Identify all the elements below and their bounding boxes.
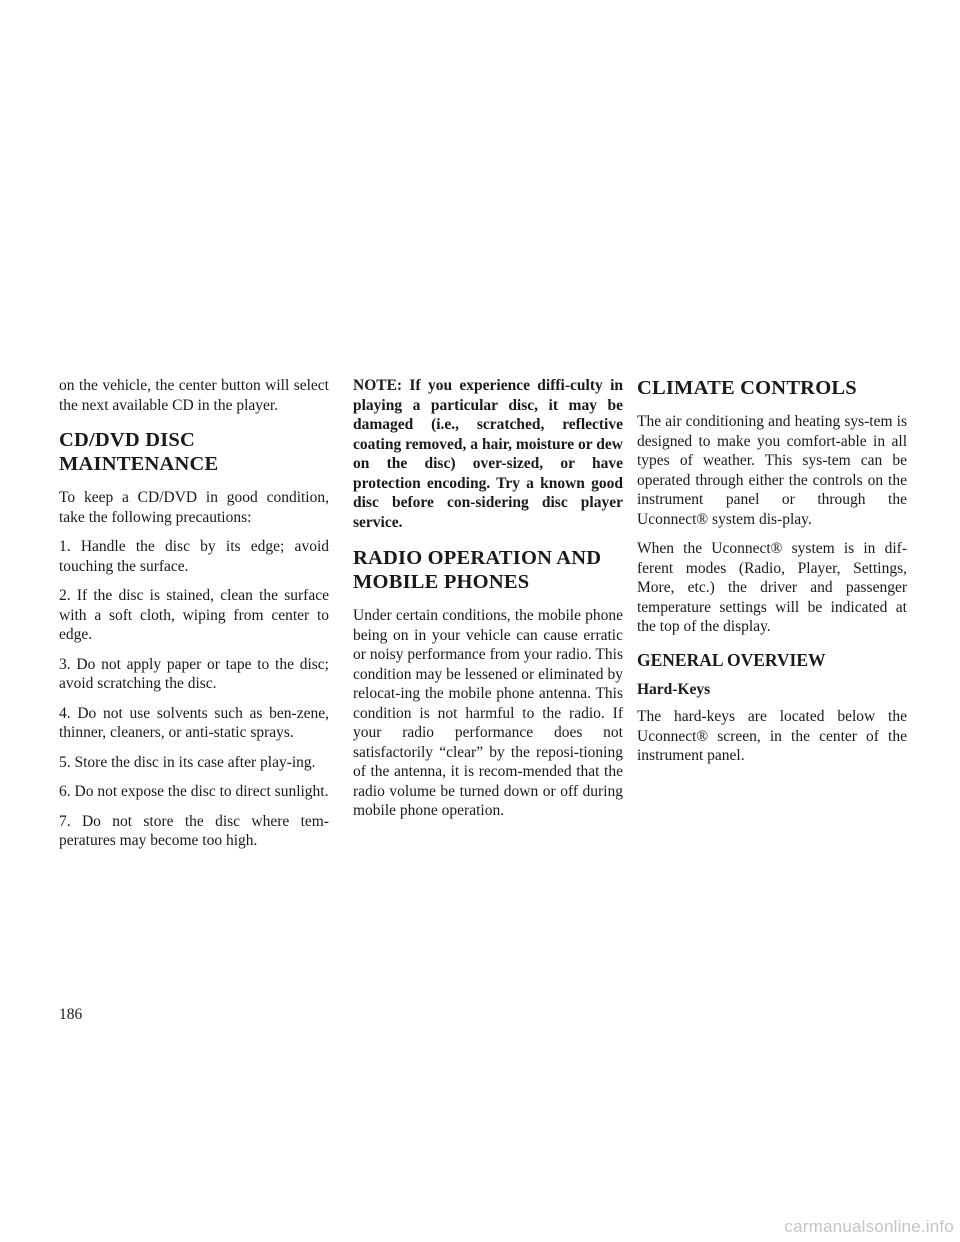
climate-controls-heading: CLIMATE CONTROLS — [637, 377, 857, 399]
radio-mobile-heading: RADIO OPERATION AND MOBILE PHONES — [353, 547, 602, 593]
precaution-item-7: 7. Do not store the disc where tem-peratures may become too high. — [59, 812, 329, 849]
precaution-item-6: 6. Do not expose the disc to direct sunlight. — [59, 783, 329, 800]
hard-keys-heading: Hard-Keys — [637, 680, 711, 698]
page-number: 186 — [59, 1006, 83, 1023]
precaution-item-5: 5. Store the disc in its case after play-ing. — [59, 753, 316, 771]
disc-note: NOTE: If you experience diffi-culty in playing a particular disc, it may be damaged (i.e., scratched, reflective coating removed, a hair, moisture or dew on the disc) over-sized, or have protection encoding. Try a known good disc before con-sidering disc player service. — [353, 377, 623, 531]
precaution-item-2: 2. If the disc is stained, clean the surface with a soft cloth, wiping from center to edge. — [59, 587, 329, 643]
column-middle — [353, 376, 623, 831]
column-right — [637, 376, 907, 776]
maintenance-lead: To keep a CD/DVD in good condition, take the following precautions: — [59, 489, 329, 526]
precaution-item-1: 1. Handle the disc by its edge; avoid touching the surface. — [59, 538, 329, 575]
climate-paragraph-1: The air conditioning and heating sys-tem is designed to make you comfort-able in all types of weather. This sys-tem can be operated through either the controls on the instrument panel or through the Uconnect® system dis-play. — [637, 413, 907, 528]
watermark: carmanualsonline.info — [784, 1217, 954, 1236]
precaution-item-3: 3. Do not apply paper or tape to the disc; avoid scratching the disc. — [59, 655, 329, 692]
precaution-item-4: 4. Do not use solvents such as ben-zene, thinner, cleaners, or anti-static sprays. — [59, 704, 329, 741]
cd-dvd-maintenance-heading: CD/DVD DISC MAINTENANCE — [59, 429, 219, 475]
general-overview-heading: GENERAL OVERVIEW — [637, 649, 826, 670]
column-left — [59, 376, 329, 861]
climate-paragraph-2: When the Uconnect® system is in dif-ferent modes (Radio, Player, Settings, More, etc.) the driver and passenger temperature settings will be indicated at the top of the display. — [637, 540, 907, 635]
intro-paragraph: on the vehicle, the center button will select the next available CD in the player. — [59, 377, 329, 414]
radio-mobile-body: Under certain conditions, the mobile phone being on in your vehicle can cause erratic or noisy performance from your radio. This condition may be lessened or eliminated by relocat-ing the mobile phone antenna. This condition is not harmful to the radio. If your radio performance does not satisfactorily “clear” by the reposi-tioning of the antenna, it is recom-mended that the radio volume be turned down or off during mobile phone operation. — [353, 607, 623, 819]
hard-keys-paragraph: The hard-keys are located below the Uconnect® screen, in the center of the instrument panel. — [637, 708, 907, 764]
